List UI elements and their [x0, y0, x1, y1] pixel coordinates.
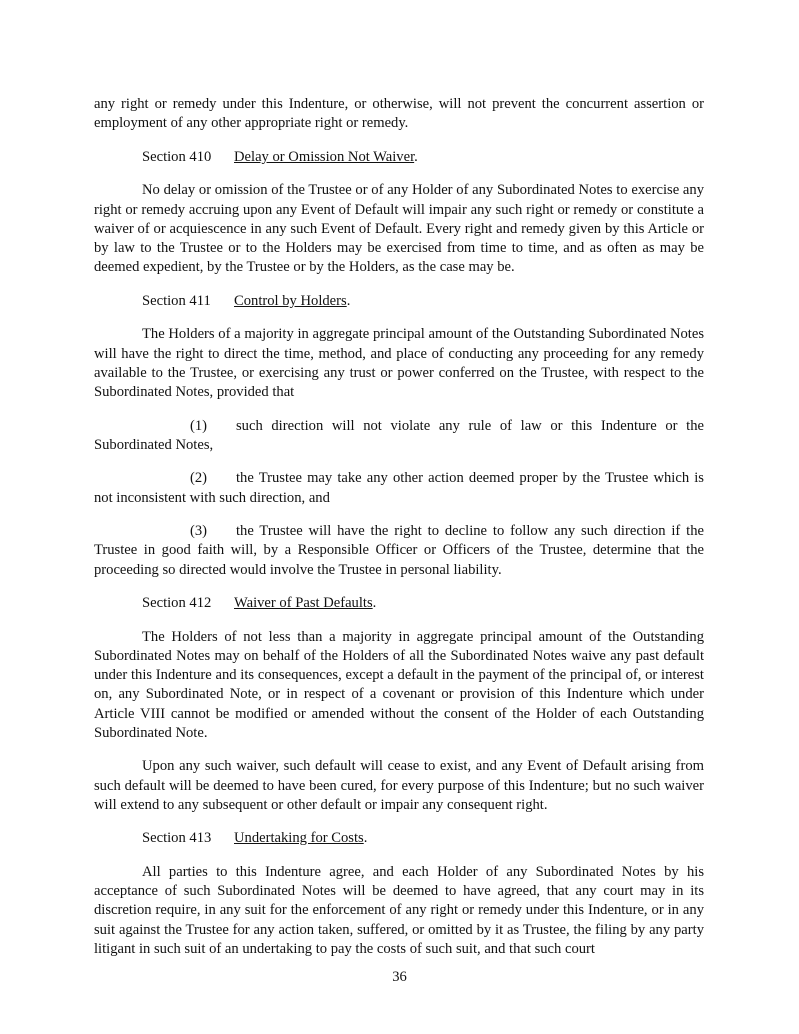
list-item-text: the Trustee will have the right to decline to follow any such direction if the Trustee in good faith will, by a Responsible Officer or Officers of the Trustee, determine that the proceeding so directed would involve the Trustee in personal liability.: [94, 523, 704, 578]
paragraph-section-411: The Holders of a majority in aggregate principal amount of the Outstanding Subordinated Notes will have the right to direct the time, method, and place of conducting any proceeding for any remedy available to the Trustee, or exercising any trust or power conferred on the Trustee, with respect to the Subordinated Notes, provided that: [94, 326, 704, 400]
section-title-period: .: [363, 830, 368, 847]
paragraph-section-413: All parties to this Indenture agree, and each Holder of any Subordinated Notes by his acceptance of such Subordinated Notes will be deemed to have agreed, that any court may in its discretion require, in any suit for the enforcement of any right or remedy under this Indenture, or in any suit against the Trustee for any action taken, suffered, or omitted by it as Trustee, the filing by any party litigant in such suit of an undertaking to pay the costs of such suit, and that such court: [94, 863, 704, 957]
list-item-text: the Trustee may take any other action deemed proper by the Trustee which is not inconsistent with such direction, and: [94, 470, 704, 506]
paragraph-section-410: No delay or omission of the Trustee or of any Holder of any Subordinated Notes to exercise any right or remedy accruing upon any Event of Default will impair any such right or remedy or constitute a waiver of or acquiescence in any such Event of Default. Every right and remedy given by this Article or by law to the Trustee or to the Holders may be exercised from time to time, and as often as may be deemed expedient, by the Trustee or by the Holders, as the case may be.: [94, 182, 704, 276]
page-body: [94, 95, 704, 973]
section-heading-412: [142, 594, 704, 613]
section-heading-413: [142, 829, 704, 848]
section-title: Waiver of Past Defaults: [234, 595, 373, 612]
section-title-period: .: [372, 595, 377, 612]
section-title-period: .: [346, 292, 351, 309]
section-number: Section 410: [142, 148, 212, 165]
paragraph-section-412-a: The Holders of not less than a majority in aggregate principal amount of the Outstanding Subordinated Notes may on behalf of the Holders of all the Subordinated Notes waive any past default under this Indenture and its consequences, except a default in the payment of the principal of, or interest on, any Subordinated Note, or in respect of a covenant or provision of this Indenture which under Article VIII cannot be modified or amended without the consent of the Holder of each Outstanding Subordinated Note.: [94, 628, 704, 741]
list-item: [94, 522, 704, 580]
section-heading-411: [142, 292, 704, 311]
paragraph-continuation: any right or remedy under this Indenture, or otherwise, will not prevent the concurrent assertion or employment of any other appropriate right or remedy.: [94, 96, 704, 132]
section-heading-410: [142, 148, 704, 167]
section-title: Delay or Omission Not Waiver: [234, 148, 415, 165]
section-title: Control by Holders: [234, 292, 347, 309]
list-item: [94, 469, 704, 507]
section-title-period: .: [414, 148, 418, 165]
list-item-label: (3): [190, 523, 208, 540]
section-number: Section 412: [142, 595, 212, 612]
paragraph-section-412-b: Upon any such waiver, such default will cease to exist, and any Event of Default arising from such default will be deemed to have been cured, for every purpose of this Indenture; but no such waiver will extend to any subsequent or other default or impair any consequent right.: [94, 758, 704, 813]
page-number: 36: [392, 969, 407, 985]
list-item-label: (1): [190, 417, 208, 434]
list-item-label: (2): [190, 470, 208, 487]
list-item-text: such direction will not violate any rule of law or this Indenture or the Subordinated Notes,: [94, 417, 704, 453]
list-item: [94, 417, 704, 455]
section-title: Undertaking for Costs: [234, 830, 364, 847]
section-number: Section 411: [142, 292, 211, 309]
section-number: Section 413: [142, 830, 212, 847]
